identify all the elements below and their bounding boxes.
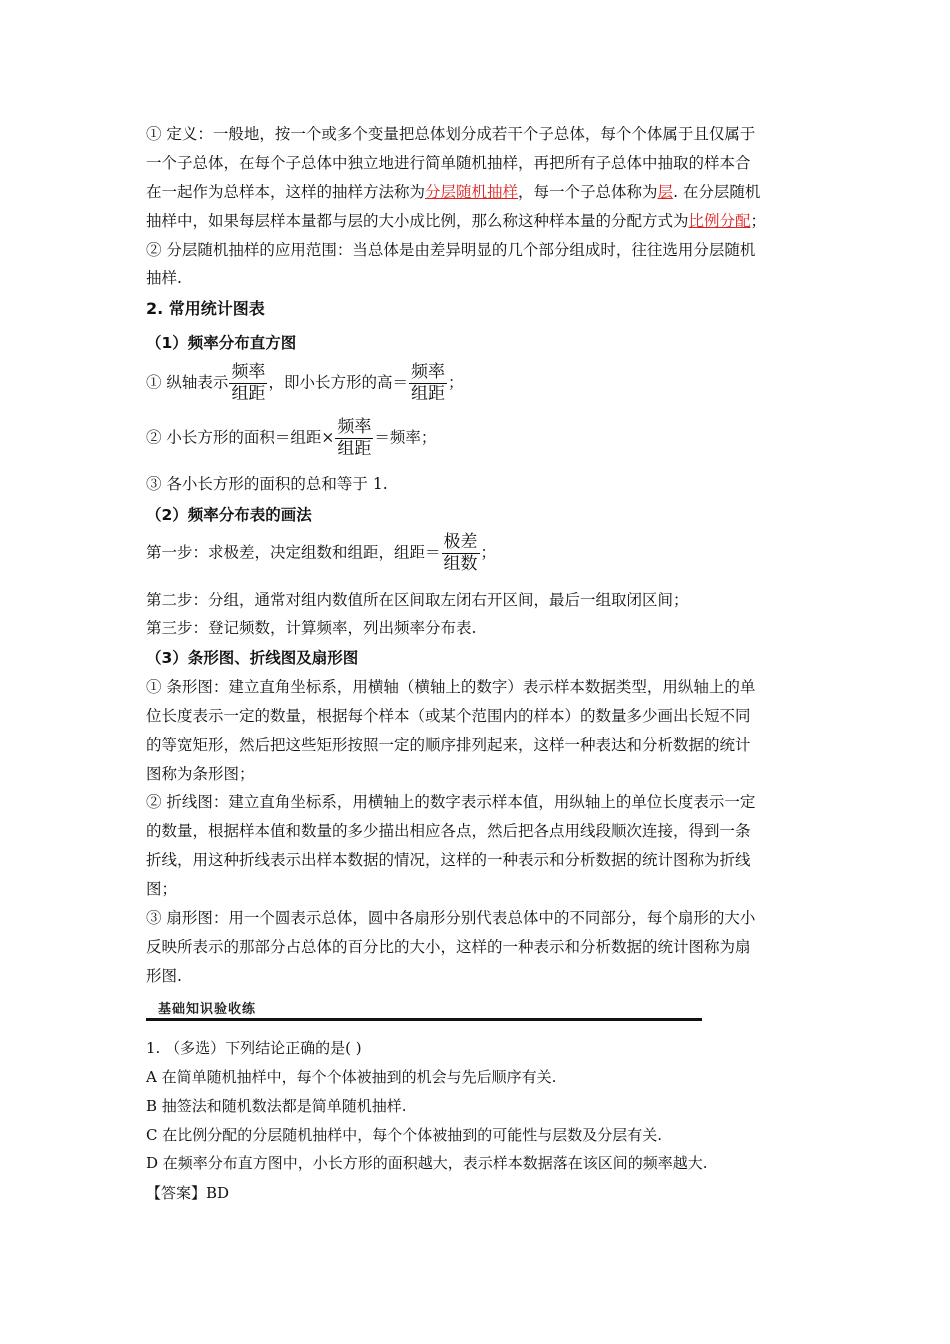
fraction-denominator: 组距 — [231, 384, 266, 404]
term-proportional-allocation: 比例分配 — [688, 212, 751, 230]
text: 第一步：求极差，决定组数和组距，组距＝ — [146, 543, 441, 562]
text: 抽样中，如果每层样本量都与层的大小成比例，那么称这种样本量的分配方式为 — [146, 212, 689, 230]
text: ＝频率； — [374, 428, 437, 447]
text: . 在分层随机 — [673, 183, 761, 201]
pie-chart-line-3: 形图. — [146, 967, 182, 985]
table-step-2: 第二步：分组，通常对组内数值所在区间取左闭右开区间，最后一组取闭区间； — [146, 591, 689, 609]
line-chart-line-3: 折线，用这种折线表示出样本数据的情况，这样的一种表示和分析数据的统计图称为折线 — [146, 851, 751, 869]
term-stratum: 层 — [657, 183, 674, 201]
application-line-1: ② 分层随机抽样的应用范围：当总体是由差异明显的几个部分组成时，往往选用分层随机 — [146, 241, 756, 259]
banner-divider — [146, 1018, 702, 1021]
definition-line-4 — [146, 211, 766, 231]
text: ； — [480, 543, 497, 562]
application-line-2: 抽样. — [146, 269, 182, 287]
bar-chart-line-1: ① 条形图：建立直角坐标系，用横轴（横轴上的数字）表示样本数据类型，用纵轴上的单 — [146, 678, 756, 696]
definition-line-3 — [146, 182, 760, 202]
answer: 【答案】BD — [146, 1184, 230, 1202]
fraction-range-over-count — [442, 532, 480, 575]
fraction-frequency-over-width — [409, 362, 447, 405]
bar-chart-line-4: 图称为条形图； — [146, 765, 255, 783]
text: ，即小长方形的高＝ — [268, 373, 408, 392]
fraction-denominator: 组距 — [337, 439, 372, 459]
text: ，每一个子总体称为 — [518, 183, 658, 201]
bar-chart-line-2: 位长度表示一定的数量，根据每个样本（或某个范围内的样本）的数量多少画出长短不同 — [146, 707, 751, 725]
option-d: D 在频率分布直方图中，小长方形的面积越大，表示样本数据落在该区间的频率越大. — [146, 1154, 708, 1172]
question-stem: 1. （多选）下列结论正确的是( ) — [146, 1039, 362, 1057]
text: 在一起作为总样本，这样的抽样方法称为 — [146, 183, 426, 201]
subsection-charts-title: （3）条形图、折线图及扇形图 — [146, 649, 359, 667]
banner-title: 基础知识验收练 — [158, 1002, 257, 1017]
line-chart-line-4: 图； — [146, 880, 178, 898]
fraction-numerator: 极差 — [443, 532, 478, 552]
fraction-denominator: 组数 — [443, 554, 478, 574]
definition-line-2: 一个子总体，在每个子总体中独立地进行简单随机抽样，再把所有子总体中抽取的样本合 — [146, 154, 751, 172]
pie-chart-line-1: ③ 扇形图：用一个圆表示总体，圆中各扇形分别代表总体中的不同部分，每个扇形的大小 — [146, 909, 756, 927]
option-b: B 抽签法和随机数法都是简单随机抽样. — [146, 1097, 407, 1115]
histogram-line-1 — [146, 362, 463, 405]
fraction-numerator: 频率 — [337, 417, 372, 437]
subsection-histogram-title: （1）频率分布直方图 — [146, 334, 297, 352]
text: ② 小长方形的面积＝组距× — [146, 428, 335, 447]
fraction-numerator: 频率 — [410, 362, 445, 382]
option-c: C 在比例分配的分层随机抽样中，每个个体被抽到的可能性与层数及分层有关. — [146, 1126, 663, 1144]
table-step-3: 第三步：登记频数，计算频率，列出频率分布表. — [146, 619, 477, 637]
table-step-1 — [146, 532, 496, 575]
definition-line-1: ① 定义：一般地，按一个或多个变量把总体划分成若干个子总体，每个个体属于且仅属于 — [146, 125, 756, 143]
term-stratified-sampling: 分层随机抽样 — [425, 183, 519, 201]
text: ； — [750, 212, 767, 230]
pie-chart-line-2: 反映所表示的那部分占总体的百分比的大小，这样的一种表示和分析数据的统计图称为扇 — [146, 938, 751, 956]
section-banner — [146, 998, 702, 1022]
fraction-frequency-over-width — [229, 362, 267, 405]
option-a: A 在简单随机抽样中，每个个体被抽到的机会与先后顺序有关. — [146, 1068, 557, 1086]
fraction-denominator: 组距 — [410, 384, 445, 404]
line-chart-line-2: 的数量，根据样本值和数量的多少描出相应各点，然后把各点用线段顺次连接，得到一条 — [146, 822, 751, 840]
histogram-line-2 — [146, 417, 436, 460]
line-chart-line-1: ② 折线图：建立直角坐标系，用横轴上的数字表示样本值，用纵轴上的单位长度表示一定 — [146, 793, 756, 811]
text: ； — [447, 373, 464, 392]
bar-chart-line-3: 的等宽矩形，然后把这些矩形按照一定的顺序排列起来，这样一种表达和分析数据的统计 — [146, 736, 751, 754]
histogram-line-3: ③ 各小长方形的面积的总和等于 1. — [146, 475, 388, 493]
fraction-frequency-over-width — [335, 417, 373, 460]
section-title: 2. 常用统计图表 — [146, 299, 265, 318]
fraction-numerator: 频率 — [231, 362, 266, 382]
subsection-table-title: （2）频率分布表的画法 — [146, 506, 312, 524]
text: ① 纵轴表示 — [146, 373, 229, 392]
